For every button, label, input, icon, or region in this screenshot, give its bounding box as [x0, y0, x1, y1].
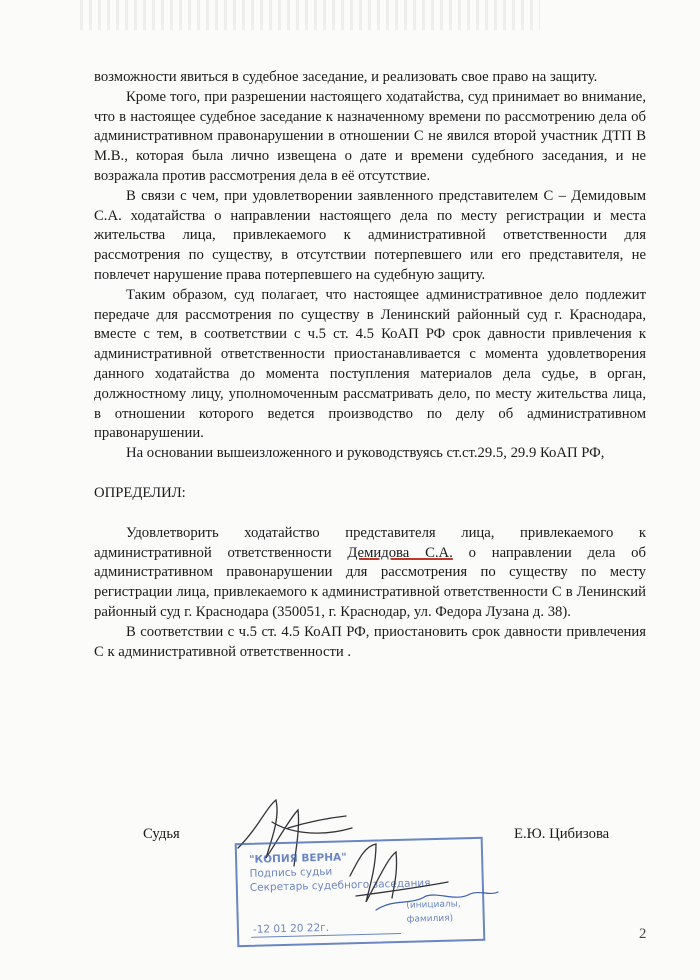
judge-name: Е.Ю. Цибизова: [514, 826, 610, 842]
stamp-copy-true: "КОПИЯ ВЕРНА": [248, 851, 347, 866]
header-bleedthrough: [80, 0, 540, 30]
decision-title: ОПРЕДЕЛИЛ:: [94, 484, 186, 501]
paragraph-continuation: возможности явиться в судебное заседание, и реализовать свое право на защиту.: [94, 69, 598, 85]
decision-paragraph-1: [94, 524, 646, 623]
page-number: 2: [639, 926, 647, 942]
decision-text-before: Удовлетворить ходатайство представителя лица, привлекаемого к административной ответственности: [94, 524, 646, 561]
stamp-date: -12 01 20 22г.: [252, 921, 330, 936]
spacer: [94, 464, 646, 484]
paragraph-legal-basis: На основании вышеизложенного и руководствуясь ст.ст.29.5, 29.9 КоАП РФ,: [126, 445, 605, 462]
stamp-secretary-label: Секретарь судебного заседания: [249, 877, 431, 894]
paragraph-transfer: Таким образом, суд полагает, что настоящее административное дело подлежит передаче для рассмотрения по существу в Ленинский районный суд г. Краснодара, вместе с тем, в соответствии с ч.5 ст. 4.5 КоАП РФ срок давности привлечения к административной ответственности приостанавливается с момента удовлетворения данного ходатайства до момента поступления материалов дела судье, в орган, должностному лицу, уполномоченным рассматривать дело, по месту жительства лица, в отношении которого ведется производство по делу об административном правонарушении.: [94, 286, 646, 442]
decision-text-after: о направлении дела об административном правонарушении для рассмотрения по существу по месту регистрации лица, привлекаемого к административной ответственности С в Ленинский районный суд г. Краснодара (350051, г. Краснодар, ул. Федора Лузана д. 38).: [94, 544, 646, 620]
representative-name: Демидова С.А.: [347, 544, 453, 561]
judge-label: Судья: [143, 826, 180, 842]
document-body: [94, 68, 646, 662]
decision-paragraph-2: В соответствии с ч.5 ст. 4.5 КоАП РФ, приостановить срок давности привлечения С к административной ответственности .: [94, 623, 646, 660]
spacer: [94, 504, 646, 524]
paragraph-second-participant: Кроме того, при разрешении настоящего ходатайства, суд принимает во внимание, что в настоящее судебное заседание к назначенному времени по рассмотрению дела об административном правонарушении в отношении С не явился второй участник ДТП В М.В., которая была лично извещена о дате и времени судебного заседания, и не возражала против рассмотрения дела в её отсутствие.: [94, 88, 646, 184]
stamp-judge-signature-label: Подпись судьи: [249, 865, 333, 880]
paragraph-petition: В связи с чем, при удовлетворении заявленного представителем С – Демидовым С.А. ходатайства о направлении настоящего дела по месту регистрации и места жительства лица, привлекаемого к административной ответственности для рассмотрения по существу, в отсутствии потерпевшего или его представителя, не повлечет нарушение права потерпевшего на судебную защиту.: [94, 187, 646, 283]
secretary-signature: [336, 836, 506, 920]
stamp-initials-label: (инициалы, фамилия): [406, 899, 461, 925]
